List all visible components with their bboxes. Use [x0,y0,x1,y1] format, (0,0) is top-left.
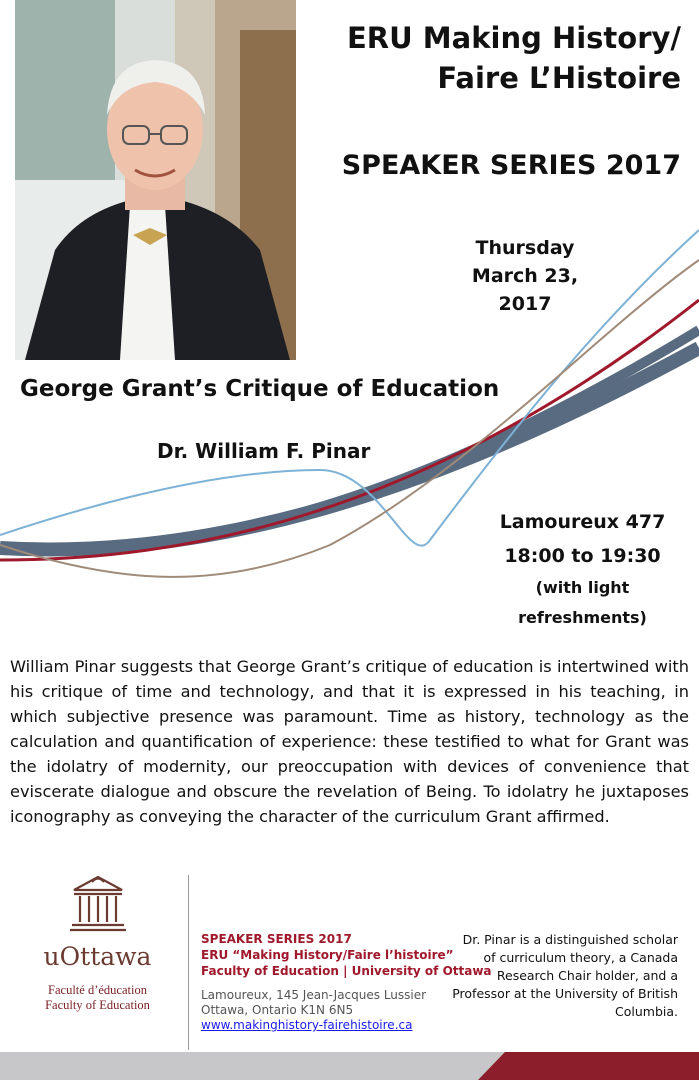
event-time: 18:00 to 19:30 [504,545,661,567]
faculty-name-fr: Faculté d’éducation [48,983,147,997]
footer-divider [188,875,189,1050]
uottawa-logo [30,872,165,1013]
address-line1: Lamoureux, 145 Jean-Jacques Lussier [201,988,427,1002]
event-note: (with light refreshments) [518,578,647,627]
event-date [445,234,605,318]
address-line2: Ottawa, Ontario K1N 6N5 [201,1003,354,1017]
org-address [201,988,492,1033]
event-venue [470,505,695,633]
series-title-line2: Faire L’Histoire [437,61,681,95]
event-room: Lamoureux 477 [499,511,666,533]
organizer-info [201,931,492,1033]
talk-title: George Grant’s Critique of Education [20,376,500,402]
speaker-series-heading: SPEAKER SERIES 2017 [341,150,681,181]
faculty-name [30,983,165,1013]
series-title [347,18,681,98]
building-icon [68,872,128,934]
event-day: Thursday [475,237,575,259]
org-faculty: Faculty of Education | University of Ottawa [201,964,492,978]
speaker-name: Dr. William F. Pinar [157,439,371,463]
org-series: SPEAKER SERIES 2017 [201,932,352,946]
speaker-bio: Dr. Pinar is a distinguished scholar of curriculum theory, a Canada Research Chair holder, and a Professor at the University of British Columbia. [452,932,678,1019]
website-link[interactable]: www.makinghistory-fairehistoire.ca [201,1018,413,1032]
faculty-name-en: Faculty of Education [45,998,150,1012]
event-date-text: March 23, 2017 [471,265,579,315]
logo-wordmark: uOttawa [43,942,152,971]
footer-bar [0,1052,699,1080]
series-title-line1: ERU Making History/ [347,21,681,55]
talk-abstract: William Pinar suggests that George Grant’s critique of education is intertwined with his critique of time and technology, and that it is expressed in his teaching, in which subjective presence was paramount. Time as history, technology as the calculation and quantification of experience: these testified to what for Grant was the idolatry of modernity, our preoccupation with devices of convenience that eviscerate dialogue and obscure the revelation of Being. To idolatry he juxtaposes iconography as conveying the character of the curriculum Grant affirmed. [10,657,689,826]
org-unit: ERU “Making History/Faire l’histoire” [201,948,454,962]
